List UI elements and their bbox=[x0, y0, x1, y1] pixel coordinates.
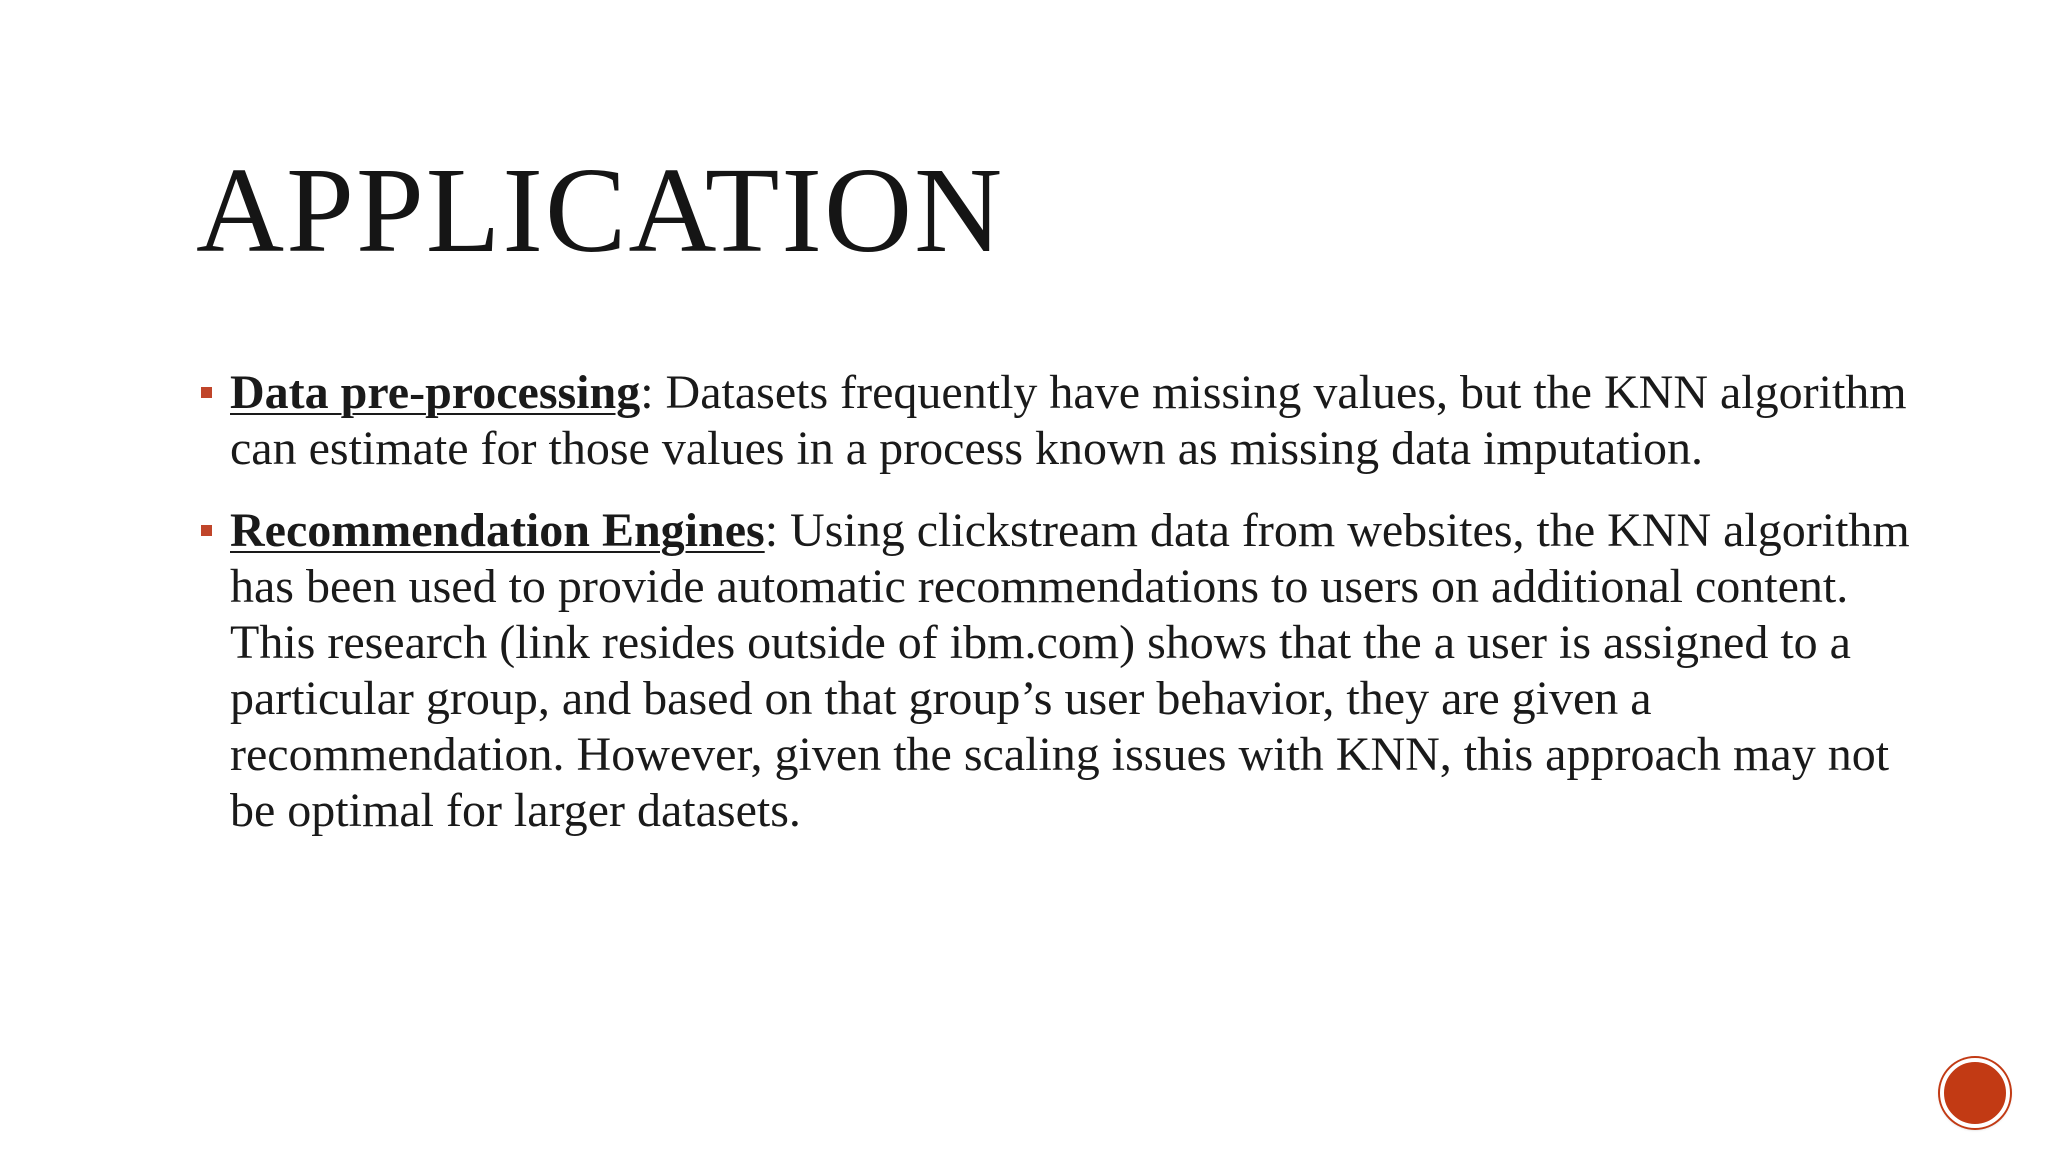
bullet-term: Recommendation Engines bbox=[230, 504, 765, 557]
bullet-square-icon bbox=[201, 525, 212, 536]
bullet-separator: : bbox=[640, 366, 654, 419]
bullet-term: Data pre-processing bbox=[230, 366, 641, 419]
bullet-square-icon bbox=[201, 387, 212, 398]
bullet-separator: : bbox=[764, 504, 779, 557]
bullet-text: Using clickstream data from websites, the KNN algorithm has been used to provide automatic recommendations to users on additional content. This research (link resides outside of ibm.com) shows that the a user is assigned to a particular group, and based on that group’s user behavior, they are given a recommendation. However, given the scaling issues with KNN, this approach may not be optimal for larger datasets. bbox=[230, 504, 1910, 837]
bullet-item-data-preprocessing bbox=[196, 365, 1916, 477]
bullet-text: Datasets frequently have missing values, but the KNN algorithm can estimate for those values in a process known as missing data imputation. bbox=[230, 366, 1907, 475]
bullet-list bbox=[196, 365, 1916, 839]
slide-nav-button[interactable] bbox=[1940, 1058, 2010, 1128]
bullet-item-recommendation-engines bbox=[196, 503, 1916, 839]
slide-title: APPLICATION bbox=[196, 143, 1005, 278]
